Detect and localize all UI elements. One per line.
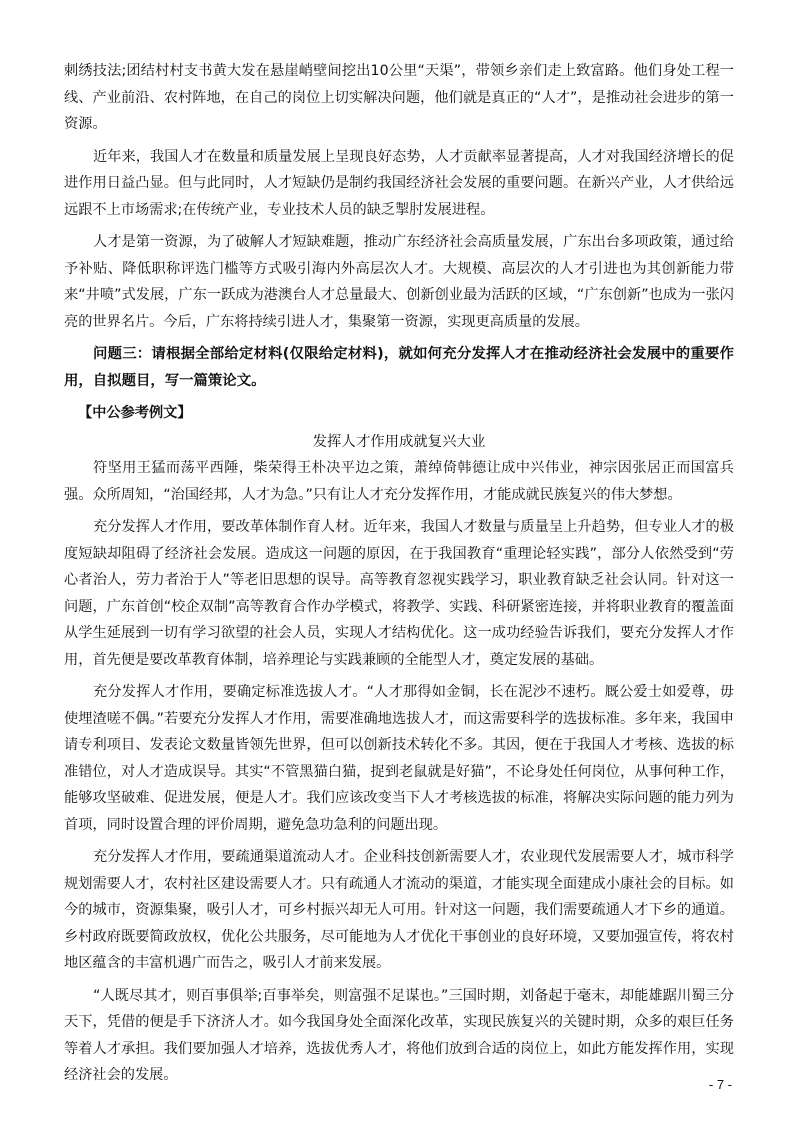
document-body xyxy=(64,58,734,1095)
essay-title: 发挥人才作用成就复兴大业 xyxy=(312,433,486,450)
question-three: 问题三：请根据全部给定材料(仅限给定材料)，就如何充分发挥人才在推动经济社会发展中的重要作用，自拟题目，写一篇策论文。 xyxy=(64,346,734,389)
essay-paragraph-selection: 充分发挥人才作用，要确定标准选拔人才。“人才那得如金铜，长在泥沙不速朽。厩公爱士如爱尊，毋使埋渣嗟不偶。”若要充分发挥人才作用，需要准确地选拔人才，而这需要科学的选拔标准。多年来，我国申请专利项目、发表论文数量皆领先世界，但可以创新技术转化不多。其因，便在于我国人才考核、选拔的标准错位，对人才造成误导。其实“不管黑猫白猫，捉到老鼠就是好猫”，不论身处任何岗位，从事何种工作，能够攻坚破难、促进发展，便是人才。我们应该改变当下人才考核选拔的标准，将解决实际问题的能力列为首项，同时设置合理的评价周期，避免急功急利的问题出现。 xyxy=(64,684,734,833)
paragraph-guangdong-policy: 人才是第一资源，为了破解人才短缺难题，推动广东经济社会高质量发展，广东出台多项政策，通过给予补贴、降低职称评选门槛等方式吸引海内外高层次人才。大规模、高层次的人才引进也为其创新能力带来“井喷”式发展，广东一跃成为港澳台人才总量最大、创新创业最为活跃的区域，“广东创新”也成为一张闪亮的世界名片。今后，广东将持续引进人才，集聚第一资源，实现更高质量的发展。 xyxy=(64,234,734,330)
paragraph-talent-status: 近年来，我国人才在数量和质量发展上呈现良好态势，人才贡献率显著提高，人才对我国经济增长的促进作用日益凸显。但与此同时，人才短缺仍是制约我国经济社会发展的重要问题。在新兴产业，人才供给远远跟不上市场需求;在传统产业，专业技术人员的缺乏掣肘发展进程。 xyxy=(64,148,734,218)
essay-paragraph-intro: 符坚用王猛而荡平西陲，柴荣得王朴决平边之策，萧绰倚韩德让成中兴伟业，神宗因张居正而国富兵强。众所周知，“治国经邦，人才为急。”只有让人才充分发挥作用，才能成就民族复兴的伟大梦想。 xyxy=(64,460,734,503)
essay-paragraph-mobility: 充分发挥人才作用，要疏通渠道流动人才。企业科技创新需要人才，农业现代发展需要人才，城市科学规划需要人才，农村社区建设需要人才。只有疏通人才流动的渠道，才能实现全面建成小康社会的目标。如今的城市，资源集聚，吸引人才，可乡村振兴却无人可用。针对这一问题，我们需要疏通人才下乡的通道。乡村政府既要简政放权，优化公共服务，尽可能地为人才优化干事创业的良好环境，又要加强宣传，将农村地区蕴含的丰富机遇广而告之，吸引人才前来发展。 xyxy=(64,849,734,971)
page-number: - 7 - xyxy=(708,1077,732,1092)
paragraph-continued: 刺绣技法;团结村村支书黄大发在悬崖峭壁间挖出10公里“天渠”，带领乡亲们走上致富路。他们身处工程一线、产业前沿、农村阵地，在自己的岗位上切实解决问题，他们就是真正的“人才”，是推动社会进步的第一资源。 xyxy=(64,63,734,132)
essay-paragraph-conclusion: “人既尽其才，则百事俱举;百事举矣，则富强不足谋也。”三国时期，刘备起于毫末，却能雄踞川蜀三分天下，凭借的便是手下济济人才。如今我国身处全面深化改革，实现民族复兴的关键时期，众多的艰巨任务等着人才承担。我们要加强人才培养，选拔优秀人才，将他们放到合适的岗位上，如此方能发挥作用，实现经济社会的发展。 xyxy=(64,987,734,1083)
reference-essay-label: 【中公参考例文】 xyxy=(78,405,192,421)
essay-paragraph-education: 充分发挥人才作用，要改革体制作育人材。近年来，我国人才数量与质量呈上升趋势，但专业人才的极度短缺却阻碍了经济社会发展。造成这一问题的原因，在于我国教育“重理论轻实践”，部分人依然受到“劳心者治人，劳力者治于人”等老旧思想的误导。高等教育忽视实践学习，职业教育缺乏社会认同。针对这一问题，广东首创“校企双制”高等教育合作办学模式，将教学、实践、科研紧密连接，并将职业教育的覆盖面从学生延展到一切有学习欲望的社会人员，实现人才结构优化。这一成功经验告诉我们，要充分发挥人才作用，首先便是要改革教育体制，培养理论与实践兼顾的全能型人才，奠定发展的基础。 xyxy=(64,519,734,668)
